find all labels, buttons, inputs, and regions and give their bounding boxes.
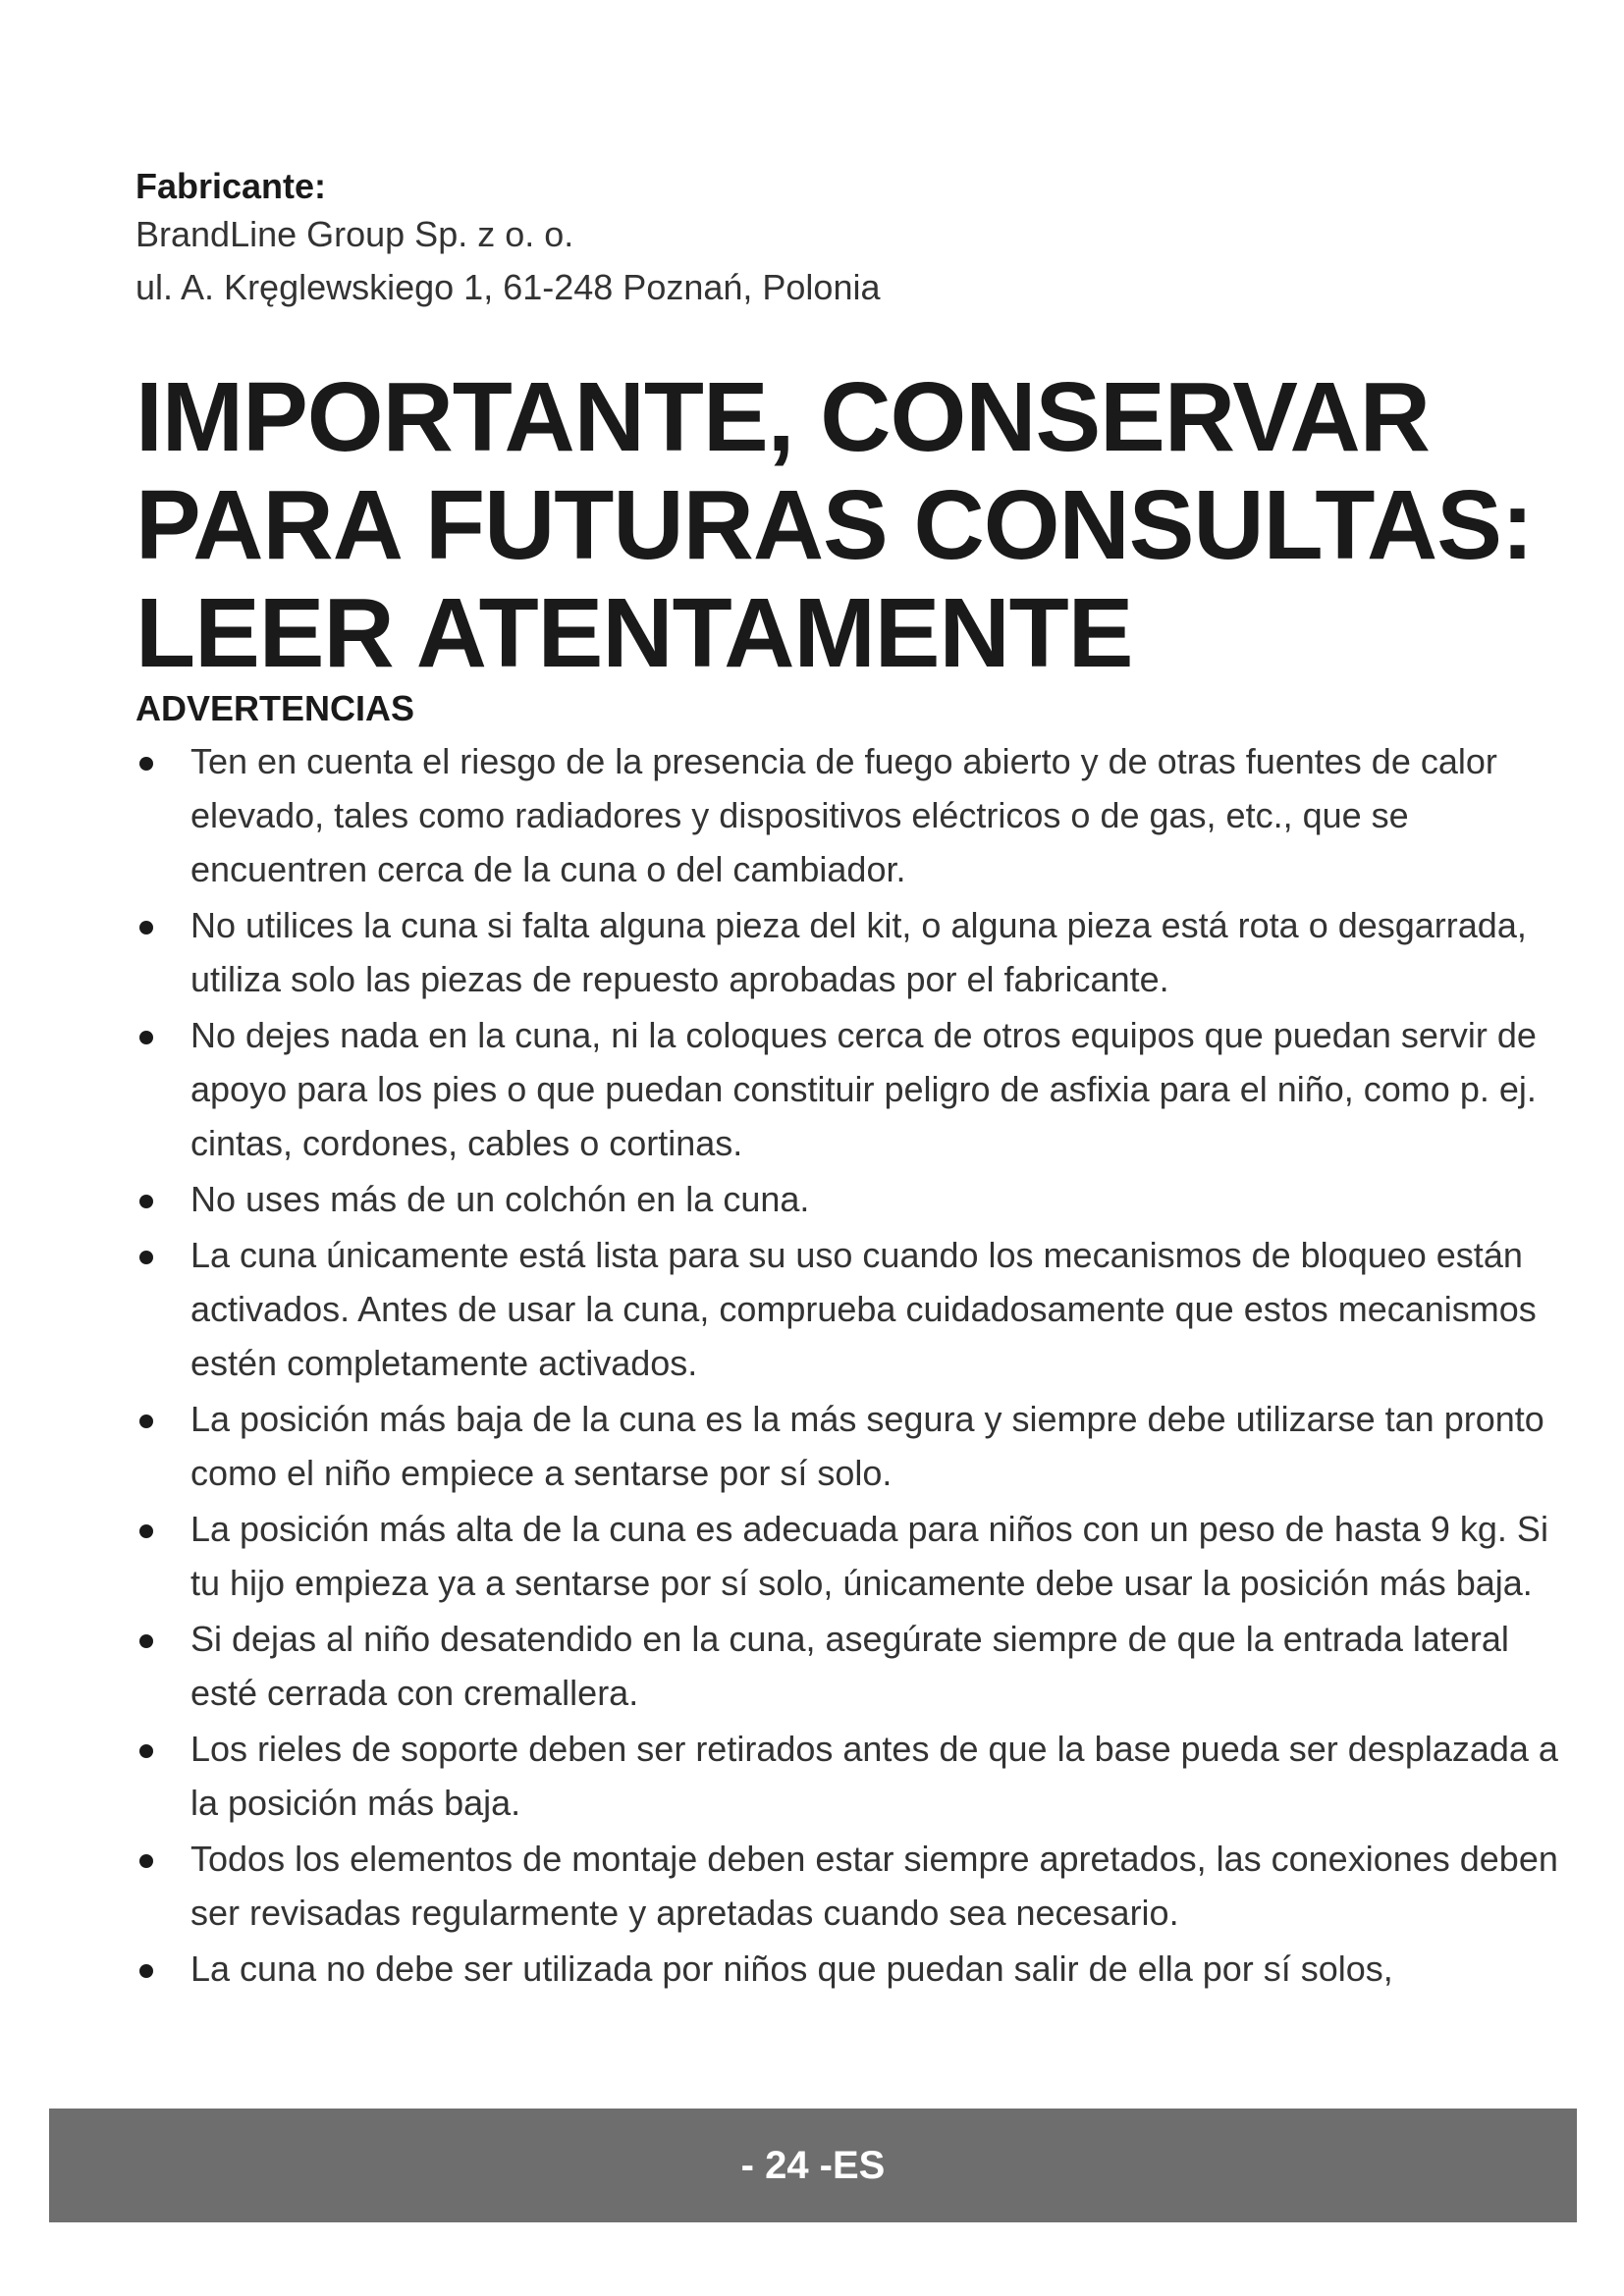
main-heading-line-3: LEER ATENTAMENTE (135, 578, 1133, 688)
warning-item: No utilices la cuna si falta alguna pieza del kit, o alguna pieza está rota o desgarrada, utiliza solo las piezas de repuesto aprobadas por el fabricante. (135, 898, 1579, 1006)
warning-item: La cuna no debe ser utilizada por niños que puedan salir de ella por sí solos, (135, 1942, 1579, 1996)
warning-item: La posición más alta de la cuna es adecuada para niños con un peso de hasta 9 kg. Si tu hijo empieza ya a sentarse por sí solo, únicamente debe usar la posición más baja. (135, 1502, 1579, 1610)
warning-item: Si dejas al niño desatendido en la cuna, asegúrate siempre de que la entrada lateral esté cerrada con cremallera. (135, 1612, 1579, 1720)
manufacturer-label: Fabricante: (135, 166, 327, 206)
warnings-list (135, 734, 1579, 1996)
manufacturer-name: BrandLine Group Sp. z o. o. (135, 214, 574, 254)
page-number: - 24 -ES (740, 2143, 886, 2187)
manufacturer-address: ul. A. Kręglewskiego 1, 61-248 Poznań, Polonia (135, 267, 881, 307)
warning-item: La posición más baja de la cuna es la más segura y siempre debe utilizarse tan pronto como el niño empiece a sentarse por sí solo. (135, 1392, 1579, 1500)
warning-item: Los rieles de soporte deben ser retirados antes de que la base pueda ser desplazada a la posición más baja. (135, 1722, 1579, 1830)
main-heading-line-2: PARA FUTURAS CONSULTAS: (135, 470, 1534, 580)
main-heading (135, 363, 1579, 687)
manufacturer-block (135, 165, 1579, 314)
footer-bar (49, 2109, 1577, 2222)
warning-item: Ten en cuenta el riesgo de la presencia de fuego abierto y de otras fuentes de calor elevado, tales como radiadores y dispositivos eléctricos o de gas, etc., que se encuentren cerca de la cuna o del cambiador. (135, 734, 1579, 896)
main-heading-line-1: IMPORTANTE, CONSERVAR (135, 362, 1430, 472)
warning-item: No dejes nada en la cuna, ni la coloques cerca de otros equipos que puedan servir de apoyo para los pies o que puedan constituir peligro de asfixia para el niño, como p. ej. cintas, cordones, cables o cortinas. (135, 1008, 1579, 1170)
document-page (135, 165, 1579, 1998)
warning-item: No uses más de un colchón en la cuna. (135, 1172, 1579, 1226)
warning-item: La cuna únicamente está lista para su uso cuando los mecanismos de bloqueo están activados. Antes de usar la cuna, comprueba cuidadosamente que estos mecanismos estén completamente activados. (135, 1228, 1579, 1390)
warnings-title: ADVERTENCIAS (135, 688, 415, 728)
warning-item: Todos los elementos de montaje deben estar siempre apretados, las conexiones deben ser revisadas regularmente y apretadas cuando sea necesario. (135, 1832, 1579, 1940)
